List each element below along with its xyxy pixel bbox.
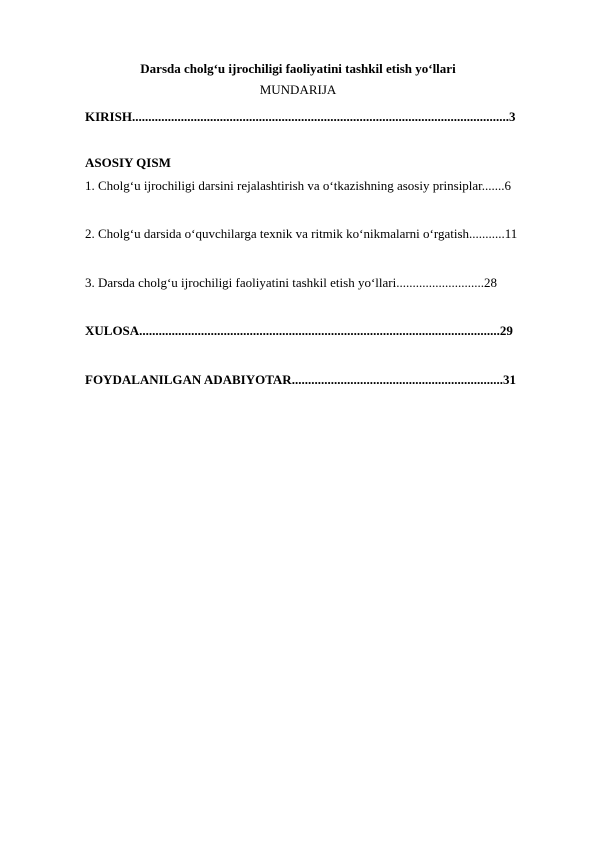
toc-entry-chapter-3: 3. Darsda cholg‘u ijrochiligi faoliyatini tashkil etish yo‘llari...........................28 <box>85 275 497 290</box>
toc-entry-chapter-2: 2. Cholg‘u darsida o‘quvchilarga texnik va ritmik ko‘nikmalarni o‘rgatish...........11 <box>85 226 518 241</box>
toc-entry-chapter-1: 1. Cholg‘u ijrochiligi darsini rejalashtirish va o‘tkazishning asosiy prinsiplar.......6 <box>85 178 512 193</box>
toc-entry-intro: KIRISH....................................................................................................................3 <box>85 109 516 124</box>
document-title: Darsda cholg‘u ijrochiligi faoliyatini tashkil etish yo‘llari <box>140 61 456 76</box>
toc-entry-references: FOYDALANILGAN ADABIYOTAR.................................................................31 <box>85 372 516 387</box>
toc-heading: MUNDARIJA <box>259 82 337 97</box>
toc-section-heading: ASOSIY QISM <box>85 155 171 170</box>
toc-entry-conclusion: XULOSA...............................................................................................................29 <box>85 323 513 338</box>
